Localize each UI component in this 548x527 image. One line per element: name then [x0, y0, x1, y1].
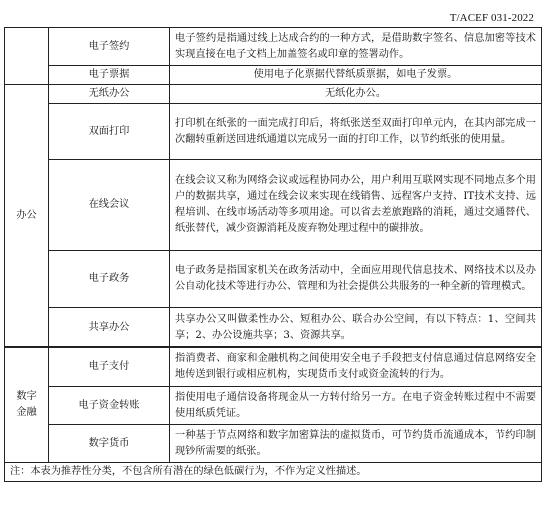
- category-cell-office: 办公: [5, 85, 49, 348]
- term-cell: 无纸办公: [49, 85, 170, 104]
- term-cell: 电子支付: [49, 347, 170, 387]
- description-cell: 指使用电子通信设备将现金从一方转付给另一方。在电子资金转账过程中不需要使用纸质凭证。: [170, 387, 542, 425]
- description-cell: 指消费者、商家和金融机构之间使用安全电子手段把支付信息通过信息网络安全地传送到银行或相应机构，实现货币支付或资金流转的行为。: [170, 347, 542, 387]
- term-cell: 在线会议: [49, 160, 170, 251]
- description-cell: 打印机在纸张的一面完成打印后，将纸张送至双面打印单元内，在其内部完成一次翻转重新送回进纸通道以完成另一面的打印工作，以节约纸张的使用量。: [170, 104, 542, 160]
- table-row: [5, 425, 542, 463]
- table-row: [5, 104, 542, 160]
- table-row: [5, 463, 542, 482]
- description-cell: 共享办公又叫做柔性办公、短租办公、联合办公空间，有以下特点：1、空间共享；2、办公设施共享；3、资源共享。: [170, 308, 542, 348]
- table-row: [5, 160, 542, 251]
- table-row: [5, 308, 542, 348]
- term-cell: 电子签约: [49, 28, 170, 66]
- description-cell: 电子签约是指通过线上达成合约的一种方式，是借助数字签名、信息加密等技术实现直接在电子文档上加盖签名或印章的签署动作。: [170, 28, 542, 66]
- term-cell: 双面打印: [49, 104, 170, 160]
- term-cell: 电子票据: [49, 66, 170, 85]
- table-row: [5, 347, 542, 387]
- term-cell: 共享办公: [49, 308, 170, 348]
- table-row: [5, 85, 542, 104]
- table-row: [5, 28, 542, 66]
- table-row: [5, 251, 542, 308]
- description-cell: 在线会议又称为网络会议或远程协同办公，用户利用互联网实现不同地点多个用户的数据共享，通过在线会议来实现在线销售、远程客户支持、IT技术支持、远程培训、在线市场活动等多项用途。可以省去差旅跑路的消耗，通过交通替代、纸张替代，减少资源消耗及废弃物处理过程中的碳排放。: [170, 160, 542, 251]
- term-cell: 电子政务: [49, 251, 170, 308]
- description-cell: 电子政务是指国家机关在政务活动中，全面应用现代信息技术、网络技术以及办公自动化技术等进行办公、管理和为社会提供公共服务的一种全新的管理模式。: [170, 251, 542, 308]
- category-label-line: 金融: [16, 406, 37, 418]
- description-cell: 使用电子化票据代替纸质票据，如电子发票。: [170, 66, 542, 85]
- category-cell-digital-finance: [5, 347, 49, 463]
- category-label-line: 数字: [16, 390, 37, 402]
- description-cell: 一种基于节点网络和数字加密算法的虚拟货币，可节约货币流通成本，节约印制现钞所需要的纸张。: [170, 425, 542, 463]
- category-cell-previous: [5, 28, 49, 85]
- term-cell: 电子资金转账: [49, 387, 170, 425]
- term-cell: 数字货币: [49, 425, 170, 463]
- green-behavior-classification-table: [4, 27, 542, 348]
- description-cell: 无纸化办公。: [170, 85, 542, 104]
- table-row: [5, 66, 542, 85]
- table-row: [5, 387, 542, 425]
- table-note: 注：本表为推荐性分类，不包含所有潜在的绿色低碳行为，不作为定义性描述。: [5, 463, 542, 482]
- document-number: T/ACEF 031-2022: [449, 12, 534, 24]
- digital-finance-table: [4, 346, 542, 482]
